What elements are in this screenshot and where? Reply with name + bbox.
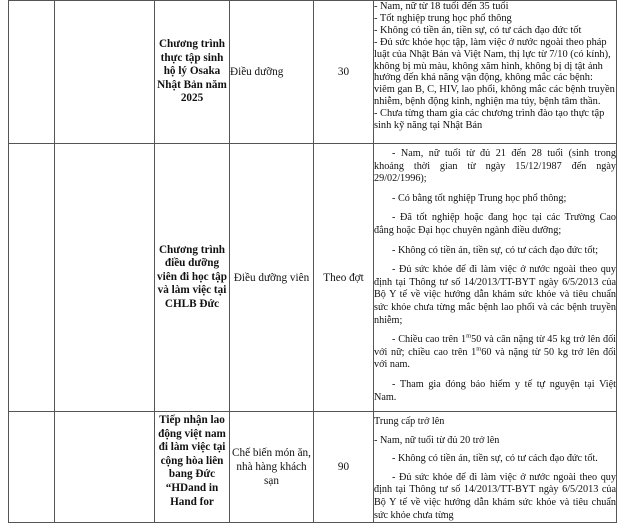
quantity-value: 90 xyxy=(314,412,374,523)
table-row xyxy=(9,412,617,523)
requirement-item: - Đã tốt nghiệp hoặc đang học tại các Trường Cao đẳng hoặc Đại học chuyên ngành điều dưỡng; xyxy=(374,212,616,236)
requirements-cell xyxy=(374,1,617,144)
requirement-item: Trung cấp trở lên xyxy=(374,416,445,428)
position-name: Điều dưỡng viên xyxy=(230,144,314,412)
requirement-item: - Đủ sức khỏe để đi làm việc ở nước ngoài theo quy định tại Thông tư số 14/2013/TT-BYT ngày 6/5/2013 của Bộ Y tế về việc hướng dẫn khám sức khỏe và tiêu chuẩn sức khỏe chưa từng xyxy=(374,471,616,521)
requirement-item: - Tốt nghiệp trung học phổ thông xyxy=(374,12,512,24)
requirement-item: - Đủ sức khỏe để đi làm việc ở nước ngoài theo quy định tại Thông tư số 14/2013/TT-BYT ngày 6/5/2013 của Bộ Y tế về việc hướng dẫn khám sức khỏe và tiêu chuẩn sức khỏe chưa từng mắc bệnh lao phổi và các bệnh truyền nhiễm; xyxy=(374,264,616,326)
unit-cell xyxy=(55,1,155,144)
requirements-cell xyxy=(374,412,617,523)
requirement-item: - Có bằng tốt nghiệp Trung học phổ thông; xyxy=(392,192,567,204)
requirement-item: - Không có tiền án, tiền sự, có tư cách đạo đức tốt; xyxy=(392,244,599,256)
requirement-item: - Nam, nữ tuổi từ đủ 20 trở lên xyxy=(374,434,500,446)
requirements-cell xyxy=(374,144,617,412)
table-row xyxy=(9,1,617,144)
stt-cell xyxy=(9,1,55,144)
quantity-value: Theo đợt xyxy=(314,144,374,412)
requirement-item: - Chiều cao trên 1$^m$50 và cân nặng từ 45 kg trở lên đối với nữ; chiều cao trên 1$^m$60 và nặng từ 50 kg trở lên đối với nam. xyxy=(374,332,617,371)
quantity-value: 30 xyxy=(314,1,374,144)
unit-cell xyxy=(55,144,155,412)
requirement-item: - Chưa từng tham gia các chương trình đào tạo thực tập sinh kỹ năng tại Nhật Bản xyxy=(374,108,605,132)
requirement-item: - Không có tiền án, tiền sự, có tư cách đạo đức tốt. xyxy=(392,453,598,465)
position-name: Chế biến món ăn, nhà hàng khách sạn xyxy=(230,412,314,523)
requirement-item: - Không có tiền án, tiền sự, có tư cách đạo đức tốt xyxy=(374,24,582,36)
program-name: Chương trình điều dưỡng viên đi học tập và làm việc tại CHLB Đức xyxy=(155,144,230,412)
requirement-item: - Nam, nữ tuổi từ đủ 21 đến 28 tuổi (sinh trong khoảng thời gian từ ngày 15/12/1987 đến ngày 29/02/1996); xyxy=(374,148,616,185)
program-name: Tiếp nhận lao động việt nam đi làm việc tại cộng hòa liên bang Đức “HDand in Hand for xyxy=(155,412,230,523)
program-name: Chương trình thực tập sinh hộ lý Osaka Nhật Bản năm 2025 xyxy=(155,1,230,144)
table-row xyxy=(9,144,617,412)
unit-cell xyxy=(55,412,155,523)
stt-cell xyxy=(9,144,55,412)
position-name: Điều dưỡng xyxy=(230,1,314,144)
requirement-item: - Nam, nữ từ 18 tuổi đến 35 tuổi xyxy=(374,1,509,12)
requirement-item: - Đủ sức khỏe học tập, làm việc ở nước ngoài theo pháp luật của Nhật Bản và Việt Nam, thị lực từ 7/10 (có kính), không bị mù màu, không xăm hình, không bị dị tật ảnh hưởng đến khả năng vận động, không mắc các bệnh: viêm gan B, C, HIV, lao phổi, không mắc các bệnh truyền nhiễm, bệnh động kinh, nghiện ma túy, bệnh tâm thần. xyxy=(374,36,615,108)
recruitment-table xyxy=(8,0,617,523)
stt-cell xyxy=(9,412,55,523)
requirement-item: - Tham gia đóng bảo hiểm y tế tự nguyện tại Việt Nam. xyxy=(374,378,616,403)
